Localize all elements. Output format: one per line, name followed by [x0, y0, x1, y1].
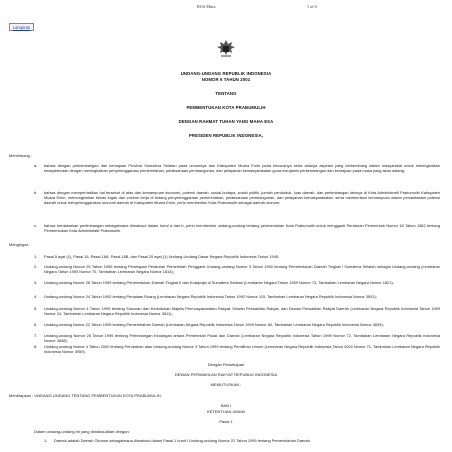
page-indicator: 1 of 6 — [307, 4, 317, 9]
tentang-heading: TENTANG — [215, 91, 237, 96]
menimbang-text-b: bahwa dengan memperhatikan hal tersebut di atas dan kemampuan ekonomi, potensi daerah, sosial budaya, sosial politik, jumlah penduduk, luas daerah, dan pertimbangan lainnya di Kota Administratif Prabumulih Kabupaten Muara Enim, memungkinkan bekas tugas dan volume kerja di bidang penyelenggaraan pemerintahan, pelaksanaan pembangunan, dan pelayanan kemasyarakatan, serta memberikan kemampuan dalam pemanfaatan potensi daerah untuk menyelenggarakan otonomi daerah di Kabupaten Muara Enim, perlu membentuk Kota Prabumulih sebagai daerah otonom; — [44, 190, 440, 206]
menimbang-text-a: bahwa dengan perkembangan dan kemajuan Provinsi Sumatera Selatan pada umumnya dan Kabupaten Muara Enim pada khususnya serta adanya aspirasi yang berkembang dalam masyarakat untuk meningkatkan kesejahteraan dengan meningkatkan penyelenggaraan pemerintahan, pelaksanaan pembangunan, dan pelayanan kemasyarakatan guna menjamin perkembangan dan kemajuan pada masa yang akan datang; — [44, 163, 440, 174]
site-title: RGS Mitra — [197, 4, 216, 9]
blessing: DENGAN RAHMAT TUHAN YANG MAHA ESA — [178, 119, 274, 124]
mengingat-num-2: 2. — [34, 264, 38, 269]
menimbang-num-c: c. — [34, 223, 38, 228]
pasal-intro: Dalam undang-undang ini yang dimaksudkan dengan: — [34, 429, 130, 434]
bab-title: KETENTUAN UMUM — [207, 409, 245, 414]
bab-heading: BAB I — [220, 403, 232, 408]
mengingat-text-8: Undang-undang Nomor 4 Tahun 2000 tentang Perubahan atas Undang-undang Nomor 3 Tahun 1999 tentang Pemilihan Umum (Lembaran Negara Republik Indonesia Tahun 2000 Nomor 71, Tambahan Lembaran Negara Republik Indonesia Nomor 3959). — [44, 344, 440, 355]
mengingat-label: Mengingat : — [9, 242, 30, 247]
approval-line: Dengan Persetujuan — [207, 362, 245, 367]
pasal-heading: Pasal 1 — [219, 419, 233, 424]
menimbang-num-b: b. — [34, 190, 38, 195]
law-subject: PEMBENTUKAN KOTA PRABUMULIH — [186, 105, 266, 110]
law-number: NOMOR 6 TAHUN 2001 — [201, 77, 251, 82]
definition-num-1: 1. — [44, 438, 48, 443]
menimbang-label: Menimbang : — [9, 153, 33, 158]
mengingat-text-7: Undang-undang Nomor 25 Tahun 1999 tentang Perimbangan Keuangan antara Pemerintah Pusat dan Daerah (Lembaran Negara Republik Indonesia Tahun 1999 Nomor 72, Tambahan Lembaran Negara Republik Indonesia Nomor 3848); — [44, 333, 440, 344]
mengingat-num-1: 1. — [34, 254, 38, 259]
garuda-emblem-icon — [215, 38, 237, 60]
browser-header — [0, 3, 452, 11]
mengingat-text-5: Undang-undang Nomor 4 Tahun 1999 tentang Susunan dan Kedudukan Majelis Permusyawaratan Rakyat, Dewan Perwakilan Rakyat, dan Dewan Perwakilan Rakyat Daerah (Lembaran Negara Republik Indonesia Tahun 1999 Nomor 24, Tambahan Lembaran Negara Republik Indonesia Nomor 3811); — [44, 306, 440, 317]
president-heading: PRESIDEN REPUBLIK INDONESIA, — [188, 133, 264, 138]
mengingat-text-3: Undang-undang Nomor 28 Tahun 1959 tentang Pembentukan Daerah Tingkat II dan Kotapraja di Sumatera Selatan (Lembaran Negara Tahun 1959 Nomor 73, Tambahan Lembaran Negara Nomor 1821); — [44, 280, 394, 285]
mengingat-num-8: 8. — [34, 344, 38, 349]
mengingat-text-6: Undang-undang Nomor 22 Tahun 1999 tentang Pemerintahan Daerah (Lembaran Negara Republik Indonesia Tahun 1999 Nomor 60, Tambahan Lembaran Negara Republik Indonesia Nomor 3839); — [44, 322, 384, 327]
menetapkan-line: Menetapkan : UNDANG-UNDANG TENTANG PEMBENTUKAN KOTA PRABUMULIH. — [9, 393, 162, 398]
law-title: UNDANG-UNDANG REPUBLIK INDONESIA — [180, 71, 272, 76]
mengingat-text-1: Pasal 5 ayat (1), Pasal 18, Pasal 18A, Pasal 18B, dan Pasal 20 ayat (1) Undang-Undang Dasar Negara Republik Indonesia Tahun 1945; — [44, 254, 280, 259]
definition-text-1: Daerah adalah Daerah Otonom sebagaimana dimaksud dalam Pasal 1 huruf i Undang-undang Nomor 22 Tahun 1999 tentang Pemerintahan Daerah. — [54, 438, 311, 443]
mengingat-num-3: 3. — [34, 280, 38, 285]
mengingat-num-4: 4. — [34, 294, 38, 299]
mengingat-num-6: 6. — [34, 322, 38, 327]
mengingat-text-2: Undang-undang Nomor 25 Tahun 1959 tentang Penetapan Peraturan Pemerintah Pengganti Undang-undang Nomor 3 Tahun 1950 tentang Pembentukan Daerah Tingkat I Sumatera Selatan sebagai Undang-undang (Lembaran Negara Tahun 1959 Nomor 70, Tambahan Lembaran Negara Nomor 1814); — [44, 264, 440, 275]
menimbang-num-a: a. — [34, 163, 38, 168]
dpr-heading: DEWAN PERWAKILAN RAKYAT REPUBLIK INDONESIA — [174, 372, 278, 377]
mengingat-num-7: 7. — [34, 333, 38, 338]
lampiran-link-button[interactable]: Lampiran — [9, 23, 34, 31]
menimbang-text-c: bahwa berdasarkan pertimbangan sebagaimana dimaksud dalam huruf a dan b, perlu membentuk undang-undang tentang pembentukan Kota Prabumulih untuk mengganti Peraturan Pemerintah Nomor 18 Tahun 1982 tentang Pembentukan Kota Administratif Prabumulih. — [44, 223, 440, 234]
memutuskan-heading: MEMUTUSKAN : — [210, 382, 242, 387]
mengingat-text-4: Undang-undang Nomor 24 Tahun 1992 tentang Penataan Ruang (Lembaran Negara Republik Indonesia Tahun 1992 Nomor 115, Tambahan Lembaran Negara Republik Indonesia Nomor 3501); — [44, 294, 377, 299]
mengingat-num-5: 5. — [34, 306, 38, 311]
